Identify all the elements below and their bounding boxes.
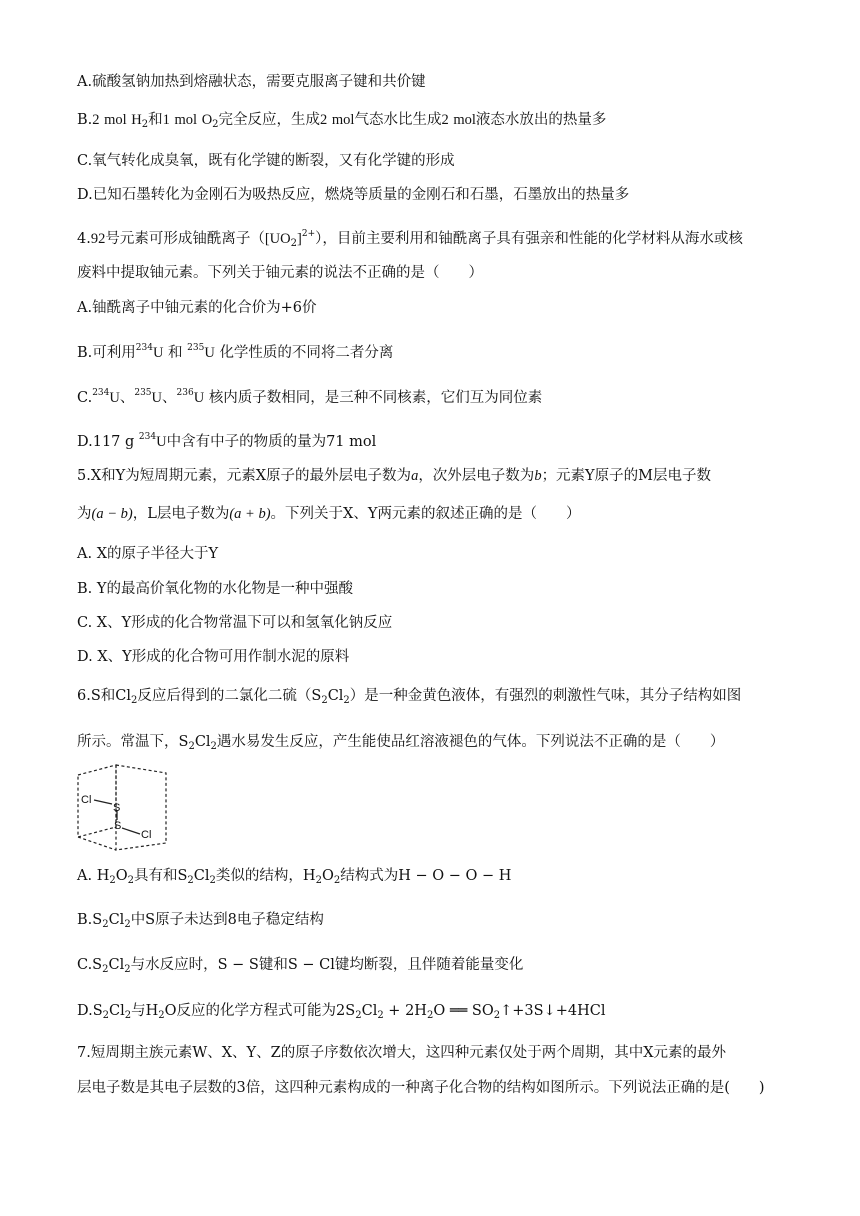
q7-stem-line2: 层电子数是其电子层数的3倍，这四种元素构成的一种离子化合物的结构如图所示。下列说法正确的是( ) xyxy=(77,1080,765,1096)
q5-option-c: C. X、Y形成的化合物常温下可以和氢氧化钠反应 xyxy=(77,615,393,631)
cl-s-bond-1 xyxy=(94,800,112,804)
q4-option-d: D.117 g $^{234}$U中含有中子的物质的量为71 mol xyxy=(77,432,377,450)
base-edge xyxy=(78,837,116,850)
q4-stem-line2: 废料中提取铀元素。下列关于铀元素的说法不正确的是（ ） xyxy=(77,265,483,281)
q4-option-b: B.可利用$^{234}$U 和 $^{235}$U 化学性质的不同将二者分离 xyxy=(77,343,394,361)
q4-option-a: A.铀酰离子中铀元素的化合价为+6价 xyxy=(77,300,317,316)
q6-option-d: $D.S_2Cl_2$与$H_2O$反应的化学方程式可能为$2S_2Cl_2 + 2H_2O$ ══ $SO_2↑+3S↓+4HCl$ xyxy=(77,1003,606,1021)
q3-option-c: C.氧气转化成臭氧，既有化学键的断裂，又有化学键的形成 xyxy=(77,153,455,169)
q6-stem-line1: 6.S和$Cl_2$反应后得到的二氯化二硫$(S_2Cl_2)$是一种金黄色液体，有强烈的刺激性气味，其分子结构如图 xyxy=(77,688,742,706)
q6-option-c: $C.S_2Cl_2$与水反应时，S − S键和S − Cl键均断裂，且伴随着能量变化 xyxy=(77,957,524,975)
q7-stem-line1: 7.短周期主族元素W、X、Y、Z的原子序数依次增大，这四种元素仅处于两个周期，其中X元素的最外 xyxy=(77,1045,727,1061)
q3-option-b: B.2 mol $H_2$和1 mol $O_2$完全反应，生成2 mol气态水比生成2 mol液态水放出的热量多 xyxy=(77,112,607,130)
q6-stem-line2: 所示。常温下，$S_2Cl_2$遇水易发生反应，产生能使品红溶液褪色的气体。下列说法不正确的是（ ） xyxy=(77,734,725,752)
s-atom-label-1: S xyxy=(113,802,121,814)
q5-option-d: D. X、Y形成的化合物可用作制水泥的原料 xyxy=(77,649,350,665)
q5-stem-line1: 5.X和Y为短周期元素，元素X原子的最外层电子数为a，次外层电子数为b；元素Y原子的M层电子数 xyxy=(77,468,711,484)
q5-option-a: A. X的原子半径大于Y xyxy=(77,546,219,562)
q6-option-b: $B.S_2Cl_2$中S原子未达到8电子稳定结构 xyxy=(77,912,324,930)
s-atom-label-2: S xyxy=(114,820,122,832)
cl-atom-label-1: Cl xyxy=(81,794,92,806)
q3-option-a: A.硫酸氢钠加热到熔融状态，需要克服离子键和共价键 xyxy=(77,74,426,90)
q3-option-d: D.已知石墨转化为金刚石为吸热反应，燃烧等质量的金刚石和石墨，石墨放出的热量多 xyxy=(77,187,630,203)
q6-option-a: A. $H_2O_2$具有和$S_2Cl_2$类似的结构，$H_2O_2$结构式为H − O − O − H xyxy=(77,868,512,886)
cl-atom-label-2: Cl xyxy=(141,829,152,841)
q5-option-b: B. Y的最高价氧化物的水化物是一种中强酸 xyxy=(77,581,353,597)
q4-stem-line1: 4.92号元素可形成铀酰离子$([UO_2]^{2+})$，目前主要利用和铀酰离子具有强亲和性能的化学材料从海水或核 xyxy=(77,229,743,249)
s2cl2-structure-diagram xyxy=(74,763,170,853)
s-cl-bond-2 xyxy=(122,828,140,834)
q5-stem-line2: 为(a − b)，L层电子数为(a + b)。下列关于X、Y两元素的叙述正确的是（ ） xyxy=(77,506,581,522)
q4-option-c: C.$^{234}$U、$^{235}$U、$^{236}$U 核内质子数相同，是三种不同核素，它们互为同位素 xyxy=(77,388,543,406)
